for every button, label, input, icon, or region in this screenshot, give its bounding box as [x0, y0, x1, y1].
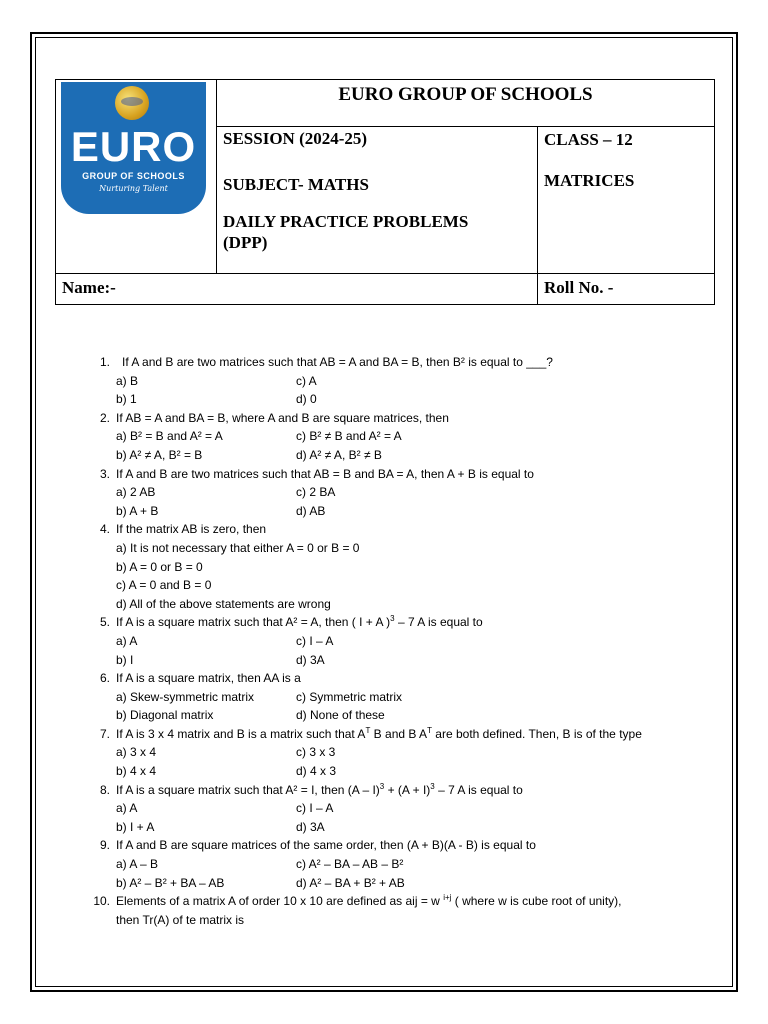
options [116, 855, 708, 892]
question-list [88, 353, 708, 929]
option-d: d) 3A [296, 652, 325, 667]
question-text: If AB = A and BA = B, where A and B are square matrices, then [116, 410, 449, 425]
question-text-part: Elements of a matrix A of order 10 x 10 are defined as aij = w [116, 894, 444, 909]
option-d: d) All of the above statements are wrong [116, 596, 331, 611]
option-a: a) Skew-symmetric matrix [116, 689, 255, 704]
question-number: 5. [99, 615, 110, 630]
question-9 [88, 836, 708, 892]
options [116, 688, 708, 725]
options [116, 632, 708, 669]
question-text-line2: then Tr(A) of te matrix is [116, 912, 245, 927]
school-name: EURO GROUP OF SCHOOLS [338, 84, 593, 105]
question-text-part: – 7 A is equal to [434, 782, 523, 797]
question-number: 8. [99, 782, 110, 797]
options [116, 427, 708, 464]
option-d: d) A² – BA + B² + AB [296, 875, 405, 890]
option-b: b) 4 x 4 [116, 764, 157, 779]
question-text-part: If A is a square matrix such that A² = A, then ( I + A ) [116, 615, 391, 630]
question-text: If A and B are two matrices such that AB = B and BA = A, then A + B is equal to [116, 466, 534, 481]
option-b: b) A² – B² + BA – AB [116, 875, 225, 890]
superscript: T [427, 725, 432, 735]
question-text: If the matrix AB is zero, then [116, 522, 267, 537]
option-c: c) 2 BA [296, 485, 336, 500]
class-cell [538, 127, 715, 274]
question-text-part: ( where w is cube root of unity), [451, 894, 622, 909]
question-text-part: + (A + I) [384, 782, 431, 797]
options [116, 539, 708, 613]
roll-label: Roll No. - [544, 278, 614, 297]
option-b: b) A + B [116, 503, 159, 518]
question-number: 10. [93, 894, 110, 909]
dpp-label: DAILY PRACTICE PROBLEMS (DPP) [223, 212, 469, 252]
question-number: 3. [99, 466, 110, 481]
question-text [116, 781, 708, 800]
option-c: c) A² – BA – AB – B² [296, 857, 404, 872]
option-a: a) B² = B and A² = A [116, 429, 223, 444]
option-c: c) A = 0 and B = 0 [116, 578, 212, 593]
option-b: b) 1 [116, 392, 137, 407]
question-text [116, 725, 708, 744]
session-cell [217, 127, 538, 274]
option-a: a) B [116, 373, 139, 388]
globe-icon [115, 86, 149, 120]
option-b: b) A = 0 or B = 0 [116, 559, 203, 574]
options [116, 799, 708, 836]
header-table [55, 79, 715, 305]
option-d: d) AB [296, 503, 326, 518]
logo-subtitle: GROUP OF SCHOOLS [82, 171, 185, 181]
question-text: If A and B are square matrices of the same order, then (A + B)(A - B) is equal to [116, 838, 536, 853]
logo-wordmark: EURO [70, 123, 197, 170]
question-text: If A and B are two matrices such that AB = A and BA = B, then B² is equal to ___? [122, 355, 553, 369]
question-number: 2. [99, 410, 110, 425]
name-label: Name:- [62, 278, 116, 297]
roll-cell [538, 274, 715, 305]
superscript: i+j [443, 893, 452, 903]
question-7 [88, 725, 708, 781]
question-text-part: are both defined. Then, B is of the type [431, 726, 642, 741]
superscript: 3 [390, 614, 395, 624]
option-b: b) I + A [116, 819, 155, 834]
option-c: c) I – A [296, 801, 334, 816]
option-a: a) A [116, 801, 138, 816]
question-3 [88, 465, 708, 521]
question-number: 1. [99, 355, 110, 369]
question-text-part: – 7 A is equal to [394, 615, 483, 630]
option-a: a) A – B [116, 857, 159, 872]
options [116, 483, 708, 520]
option-b: b) Diagonal matrix [116, 708, 214, 723]
school-name-cell [217, 80, 715, 127]
option-a: a) It is not necessary that either A = 0 or B = 0 [116, 540, 360, 555]
option-b: b) I [116, 652, 134, 667]
logo-tagline: Nurturing Talent [99, 184, 168, 193]
subject-label: SUBJECT- MATHS [223, 175, 369, 194]
question-text: If A is a square matrix, then AA is a [116, 671, 301, 686]
superscript: 3 [379, 781, 385, 791]
topic-label: MATRICES [544, 171, 635, 190]
class-label: CLASS – 12 [544, 130, 633, 149]
option-d: d) 4 x 3 [296, 764, 337, 779]
question-2 [88, 409, 708, 465]
options [116, 743, 708, 780]
option-a: a) 3 x 4 [116, 745, 157, 760]
question-number: 4. [99, 522, 110, 537]
session-label: SESSION (2024-25) [223, 129, 368, 148]
option-d: d) 0 [296, 392, 317, 407]
question-text-part: If A is a square matrix such that A² = I, then (A – I) [116, 782, 380, 797]
question-8 [88, 781, 708, 837]
question-number: 9. [99, 838, 110, 853]
option-d: d) None of these [296, 708, 385, 723]
option-d: d) 3A [296, 819, 325, 834]
name-cell [56, 274, 538, 305]
question-text-part: B and B A [370, 726, 428, 741]
question-number: 6. [99, 671, 110, 686]
option-c: c) I – A [296, 633, 334, 648]
question-10 [88, 892, 708, 929]
question-1 [88, 353, 708, 409]
options [116, 372, 708, 409]
option-c: c) Symmetric matrix [296, 689, 402, 704]
superscript: 3 [430, 781, 435, 791]
option-b: b) A² ≠ A, B² = B [116, 447, 203, 462]
logo-cell [56, 80, 217, 274]
school-logo [61, 82, 206, 214]
question-text-part: If A is 3 x 4 matrix and B is a matrix such that A [116, 726, 366, 741]
option-c: c) B² ≠ B and A² = A [296, 429, 402, 444]
superscript: T [365, 725, 371, 735]
question-number: 7. [99, 726, 110, 741]
question-text [116, 892, 708, 911]
option-c: c) A [296, 373, 317, 388]
question-4 [88, 520, 708, 613]
option-a: a) A [116, 633, 138, 648]
option-c: c) 3 x 3 [296, 745, 336, 760]
option-d: d) A² ≠ A, B² ≠ B [296, 447, 382, 462]
question-text [116, 613, 708, 632]
question-5 [88, 613, 708, 669]
option-a: a) 2 AB [116, 485, 156, 500]
question-6 [88, 669, 708, 725]
